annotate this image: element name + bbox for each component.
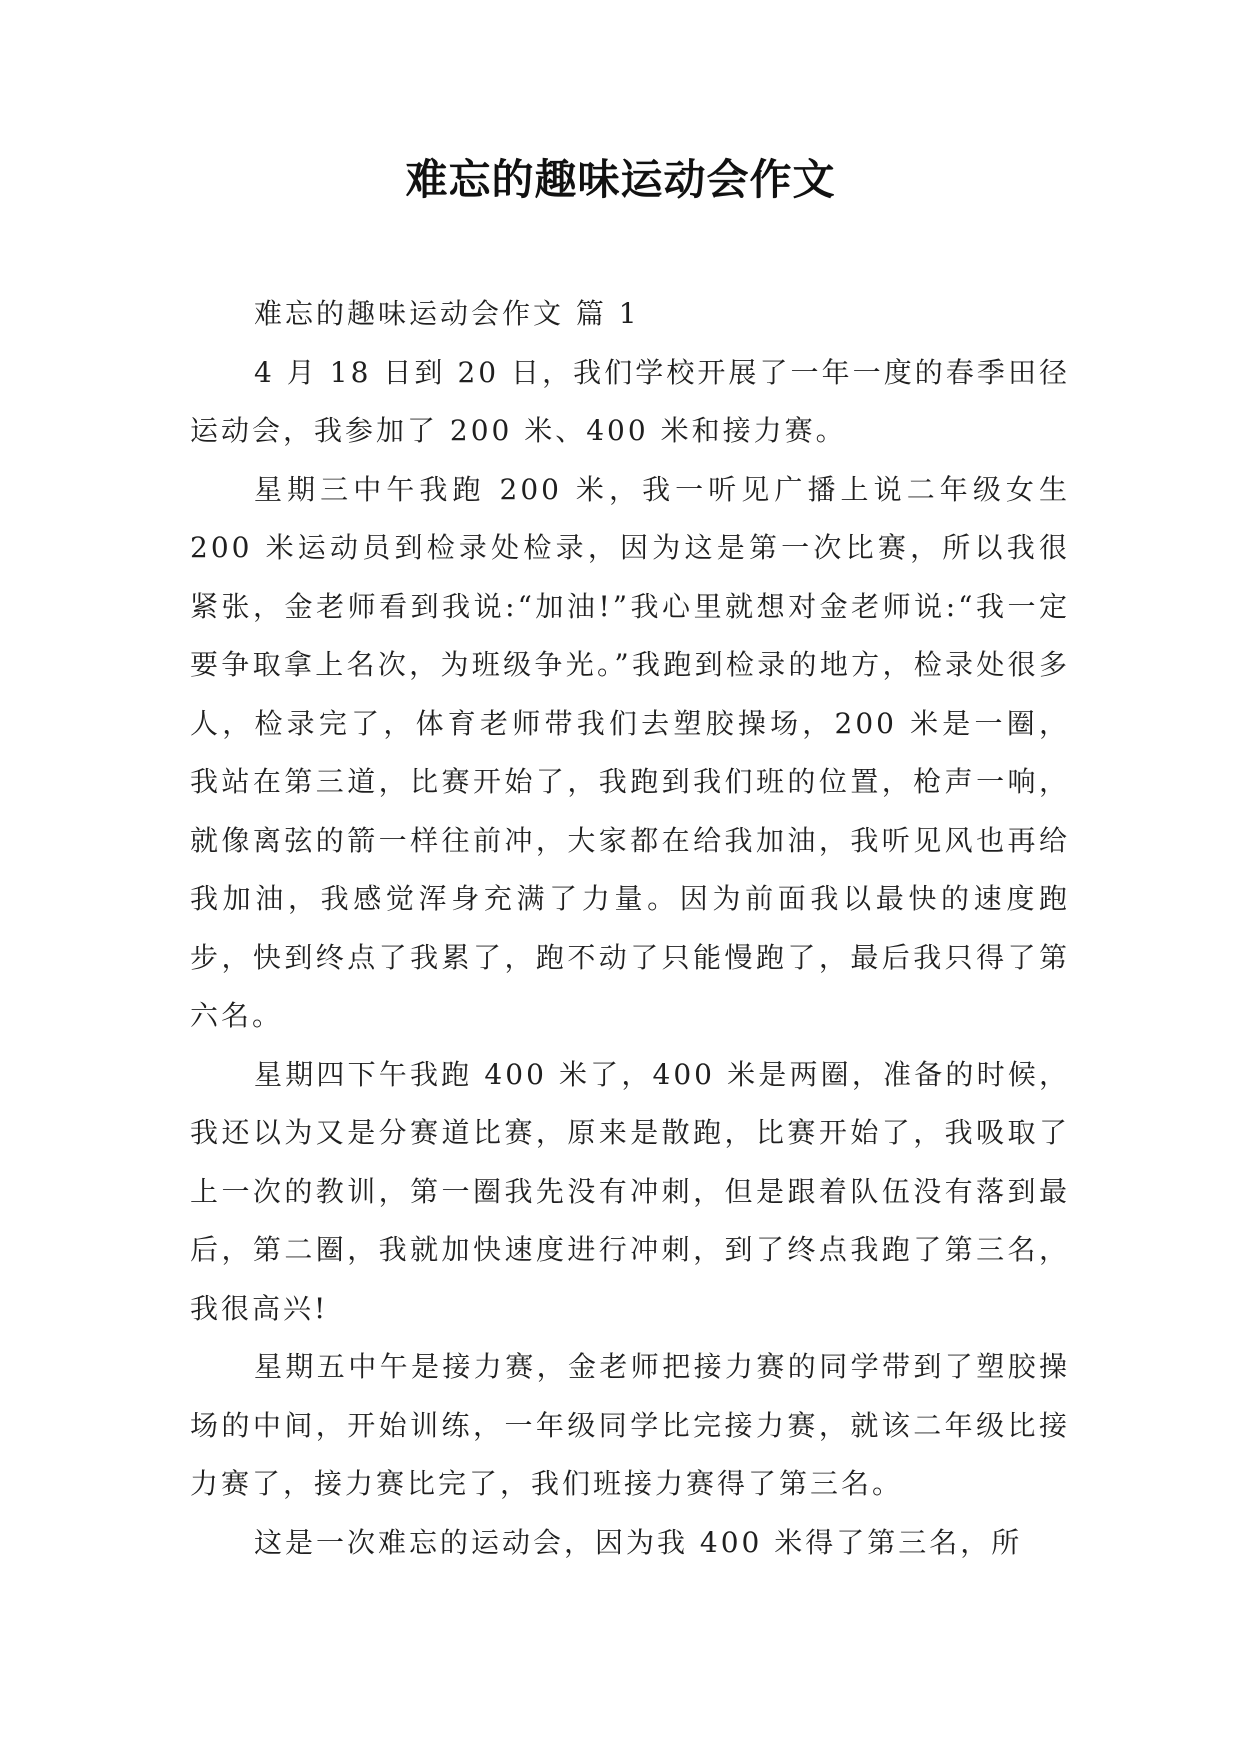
- paragraph: 星期五中午是接力赛，金老师把接力赛的同学带到了塑胶操场的中间，开始训练，一年级同学比完接力赛，就该二年级比接力赛了，接力赛比完了，我们班接力赛得了第三名。: [190, 1350, 1070, 1500]
- paragraph: 4 月 18 日到 20 日，我们学校开展了一年一度的春季田径运动会，我参加了 200 米、400 米和接力赛。: [190, 355, 1070, 447]
- section-heading: 难忘的趣味运动会作文 篇 1: [254, 297, 640, 330]
- paragraph: 这是一次难忘的运动会，因为我 400 米得了第三名，所: [254, 1525, 1023, 1559]
- document-title: 难忘的趣味运动会作文: [405, 155, 836, 204]
- paragraph: 星期三中午我跑 200 米，我一听见广播上说二年级女生 200 米运动员到检录处检录，因为这是第一次比赛，所以我很紧张，金老师看到我说:“加油!”我心里就想对金老师说:“我一定要争取拿上名次，为班级争光。”我跑到检录的地方，检录处很多人，检录完了，体育老师带我们去塑胶操场，200 米是一圈，我站在第三道，比赛开始了，我跑到我们班的位置，枪声一响，就像离弦的箭一样往前冲，大家都在给我加油，我听见风也再给我加油，我感觉浑身充满了力量。因为前面我以最快的速度跑步，快到终点了我累了，跑不动了只能慢跑了，最后我只得了第六名。: [190, 472, 1070, 1032]
- paragraph: 星期四下午我跑 400 米了，400 米是两圈，准备的时候，我还以为又是分赛道比赛，原来是散跑，比赛开始了，我吸取了上一次的教训，第一圈我先没有冲刺，但是跟着队伍没有落到最后，第二圈，我就加快速度进行冲刺，到了终点我跑了第三名，我很高兴!: [190, 1057, 1070, 1325]
- document-body: [190, 285, 1070, 1572]
